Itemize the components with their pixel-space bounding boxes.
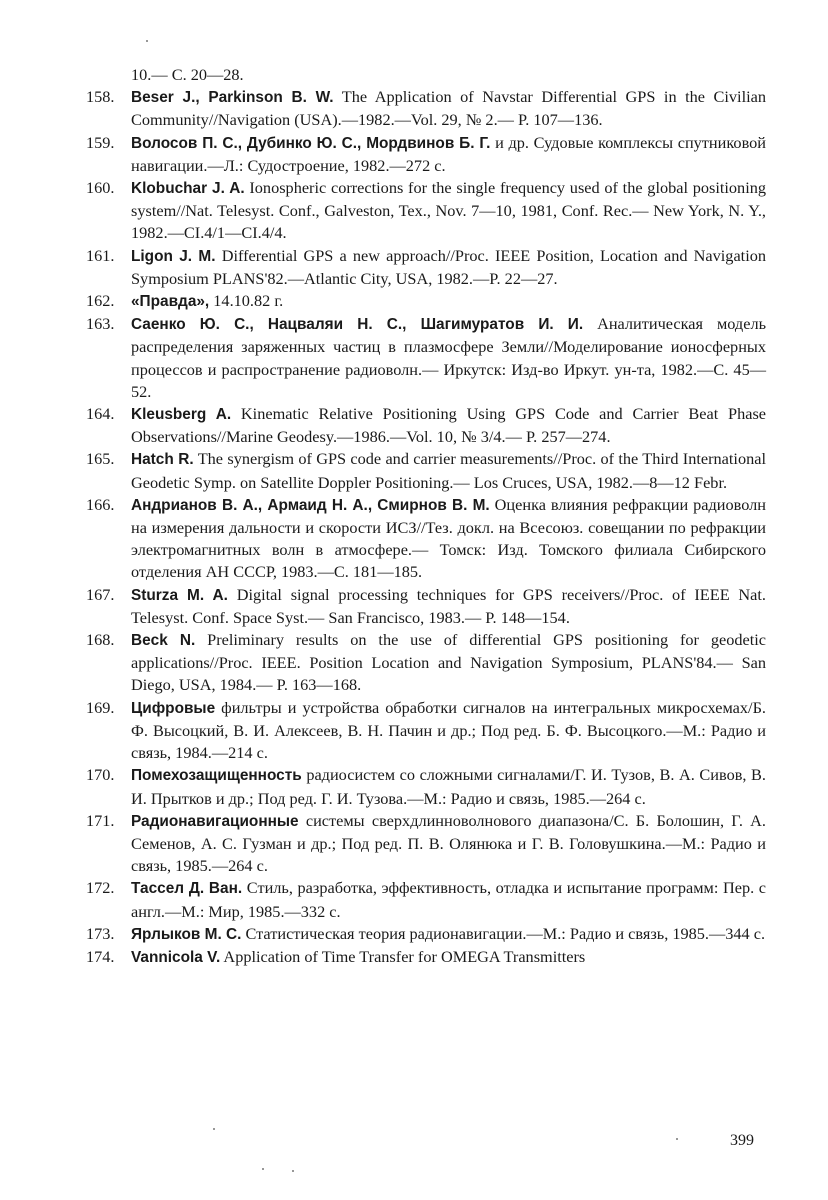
reference-body [131,403,766,448]
reference-author: Андрианов В. А., Армаид Н. А., Смирнов В. М. [131,496,490,514]
reference-body [131,448,766,493]
reference-item [86,877,766,922]
reference-text: The synergism of GPS code and carrier measurements//Proc. of the Third International Geodetic Symp. on Satellite Doppler Positioning.— Los Cruces, USA, 1982.—8—12 Febr. [131,449,766,492]
reference-author: Beck N. [131,632,196,650]
reference-number: 174. [86,946,115,966]
reference-number: 166. [86,494,115,514]
reference-item [86,177,766,245]
reference-body [131,877,766,922]
reference-body [131,290,766,313]
reference-number: 172. [86,878,115,898]
reference-body [131,946,766,969]
scan-speck [262,1168,264,1170]
reference-body [131,132,766,177]
reference-item [86,923,766,946]
reference-author: Саенко Ю. С., Нацваляи Н. С., Шагимуратов И. И. [131,316,584,334]
reference-item [86,629,766,697]
reference-item [86,86,766,131]
reference-number: 161. [86,245,115,265]
reference-body [131,177,766,245]
reference-author: Ligon J. M. [131,247,216,265]
reference-body [131,494,766,584]
reference-author: Vannicola V. [131,948,221,966]
reference-number: 162. [86,291,115,311]
reference-body [131,810,766,878]
reference-number: 169. [86,697,115,717]
reference-author: Hatch R. [131,451,194,469]
reference-body [131,923,766,946]
reference-text: Kinematic Relative Positioning Using GPS Code and Carrier Beat Phase Observations//Marine Geodesy.—1986.—Vol. 10, № 3/4.— P. 257—274. [131,404,767,447]
reference-author: «Правда», [131,293,210,311]
reference-number: 160. [86,178,115,198]
reference-item [86,494,766,584]
reference-number: 165. [86,449,115,469]
reference-body [131,86,766,131]
reference-item [86,697,766,765]
scan-speck [146,40,148,42]
reference-number: 167. [86,584,115,604]
reference-number: 170. [86,765,115,785]
reference-text: Аналитическая модель распределения заряженных частиц в плазмосфере Земли//Моделирование ионосферных процессов и распространение радиоволн.— Иркутск: Изд-во Иркут. ун-та, 1982.—С. 45—52. [131,314,766,401]
reference-item [86,448,766,493]
reference-number: 164. [86,404,115,424]
reference-item [86,290,766,313]
reference-text: Ionospheric corrections for the single frequency used of the global positioning system//Nat. Telesyst. Conf., Galveston, Tex., Nov. 7—10, 1981, Conf. Rec.— New York, N. Y., 1982.—CI.4/1—CI.4/4. [131,178,767,243]
reference-body [131,584,766,629]
reference-text: The Application of Navstar Differential GPS in the Civilian Community//Navigation (USA).—1982.—Vol. 29, № 2.— P. 107—136. [131,87,766,130]
reference-author: Ярлыков М. С. [131,925,242,943]
reference-number: 158. [86,87,115,107]
reference-author: Волосов П. С., Дубинко Ю. С., Мордвинов Б. Г. [131,134,491,152]
reference-text: Application of Time Transfer for OMEGA Transmitters [220,946,586,966]
reference-body [131,313,766,403]
reference-text: Статистическая теория радионавигации.—М.: Радио и связь, 1985.—344 с. [241,923,766,943]
reference-number: 159. [86,132,115,152]
reference-author: Klobuchar J. A. [131,180,245,198]
reference-number: 168. [86,630,115,650]
scan-speck [676,1138,678,1140]
continuation-text: 10.— С. 20—28. [131,65,244,84]
reference-item [86,810,766,878]
reference-body [131,245,766,290]
reference-text: Стиль, разработка, эффективность, отладка и испытание программ: Пер. с англ.—М.: Мир, 1985.—332 с. [131,878,767,921]
page-number: 399 [730,1132,754,1149]
reference-author: Радионавигационные [131,812,299,830]
reference-author: Sturza M. A. [131,586,228,604]
reference-item [86,764,766,809]
reference-author: Помехозащищенность [131,767,302,785]
reference-text: системы сверхдлинноволнового диапазона/С. Б. Болошин, Г. А. Семенов, А. С. Гузман и др.; Под ред. П. В. Олянюка и Г. В. Головушкина.—М.: Радио и связь, 1985.—264 с. [131,810,766,876]
reference-number: 173. [86,923,115,943]
reference-number: 163. [86,314,115,334]
reference-text: Preliminary results on the use of differential GPS positioning for geodetic applications//Proc. IEEE. Position Location and Navigation Symposium, PLANS'84.— San Diego, USA, 1984.— P. 163—168. [131,630,766,695]
reference-item [86,946,766,969]
reference-list [86,64,766,969]
reference-text: радиосистем со сложными сигналами/Г. И. Тузов, В. А. Сивов, В. И. Прытков и др.; Под ред. Г. И. Тузова.—М.: Радио и связь, 1985.—264 с. [131,765,766,808]
reference-item [86,245,766,290]
reference-item [86,132,766,177]
reference-text: и др. Судовые комплексы спутниковой навигации.—Л.: Судостроение, 1982.—272 с. [131,132,766,175]
scan-speck [292,1170,294,1172]
reference-item [86,313,766,403]
reference-author: Цифровые [131,699,216,717]
reference-number: 171. [86,810,115,830]
reference-text: Differential GPS a new approach//Proc. IEEE Position, Location and Navigation Symposium PLANS'82.—Atlantic City, USA, 1982.—P. 22—27. [131,245,766,288]
reference-entries [86,86,766,969]
reference-body [131,764,766,809]
reference-text: Оценка влияния рефракции радиоволн на измерения дальности и скорости ИСЗ//Тез. докл. на Всесоюз. совещании по рефракции электромагнитных волн в атмосфере.— Томск: Изд. Томского филиала Сибирского отделения АН СССР, 1983.—С. 181—185. [131,494,766,582]
reference-body [131,697,766,765]
reference-author: Тассел Д. Ван. [131,880,243,898]
reference-author: Kleusberg A. [131,406,232,424]
scan-speck [213,1128,215,1130]
reference-text: 14.10.82 г. [209,291,284,311]
reference-author: Beser J., Parkinson B. W. [131,89,334,107]
reference-item [86,584,766,629]
reference-body [131,629,766,697]
reference-text: Digital signal processing techniques for GPS receivers//Proc. of IEEE Nat. Telesyst. Conf. Space Syst.— San Francisco, 1983.— P. 148—154. [131,584,766,627]
reference-item [86,403,766,448]
reference-text: фильтры и устройства обработки сигналов на интегральных микросхемах/Б. Ф. Высоцкий, В. И. Алексеев, В. Н. Пачин и др.; Под ред. Б. Ф. Высоцкого.—М.: Радио и связь, 1984.—214 с. [131,697,766,763]
reference-continuation [86,64,766,86]
